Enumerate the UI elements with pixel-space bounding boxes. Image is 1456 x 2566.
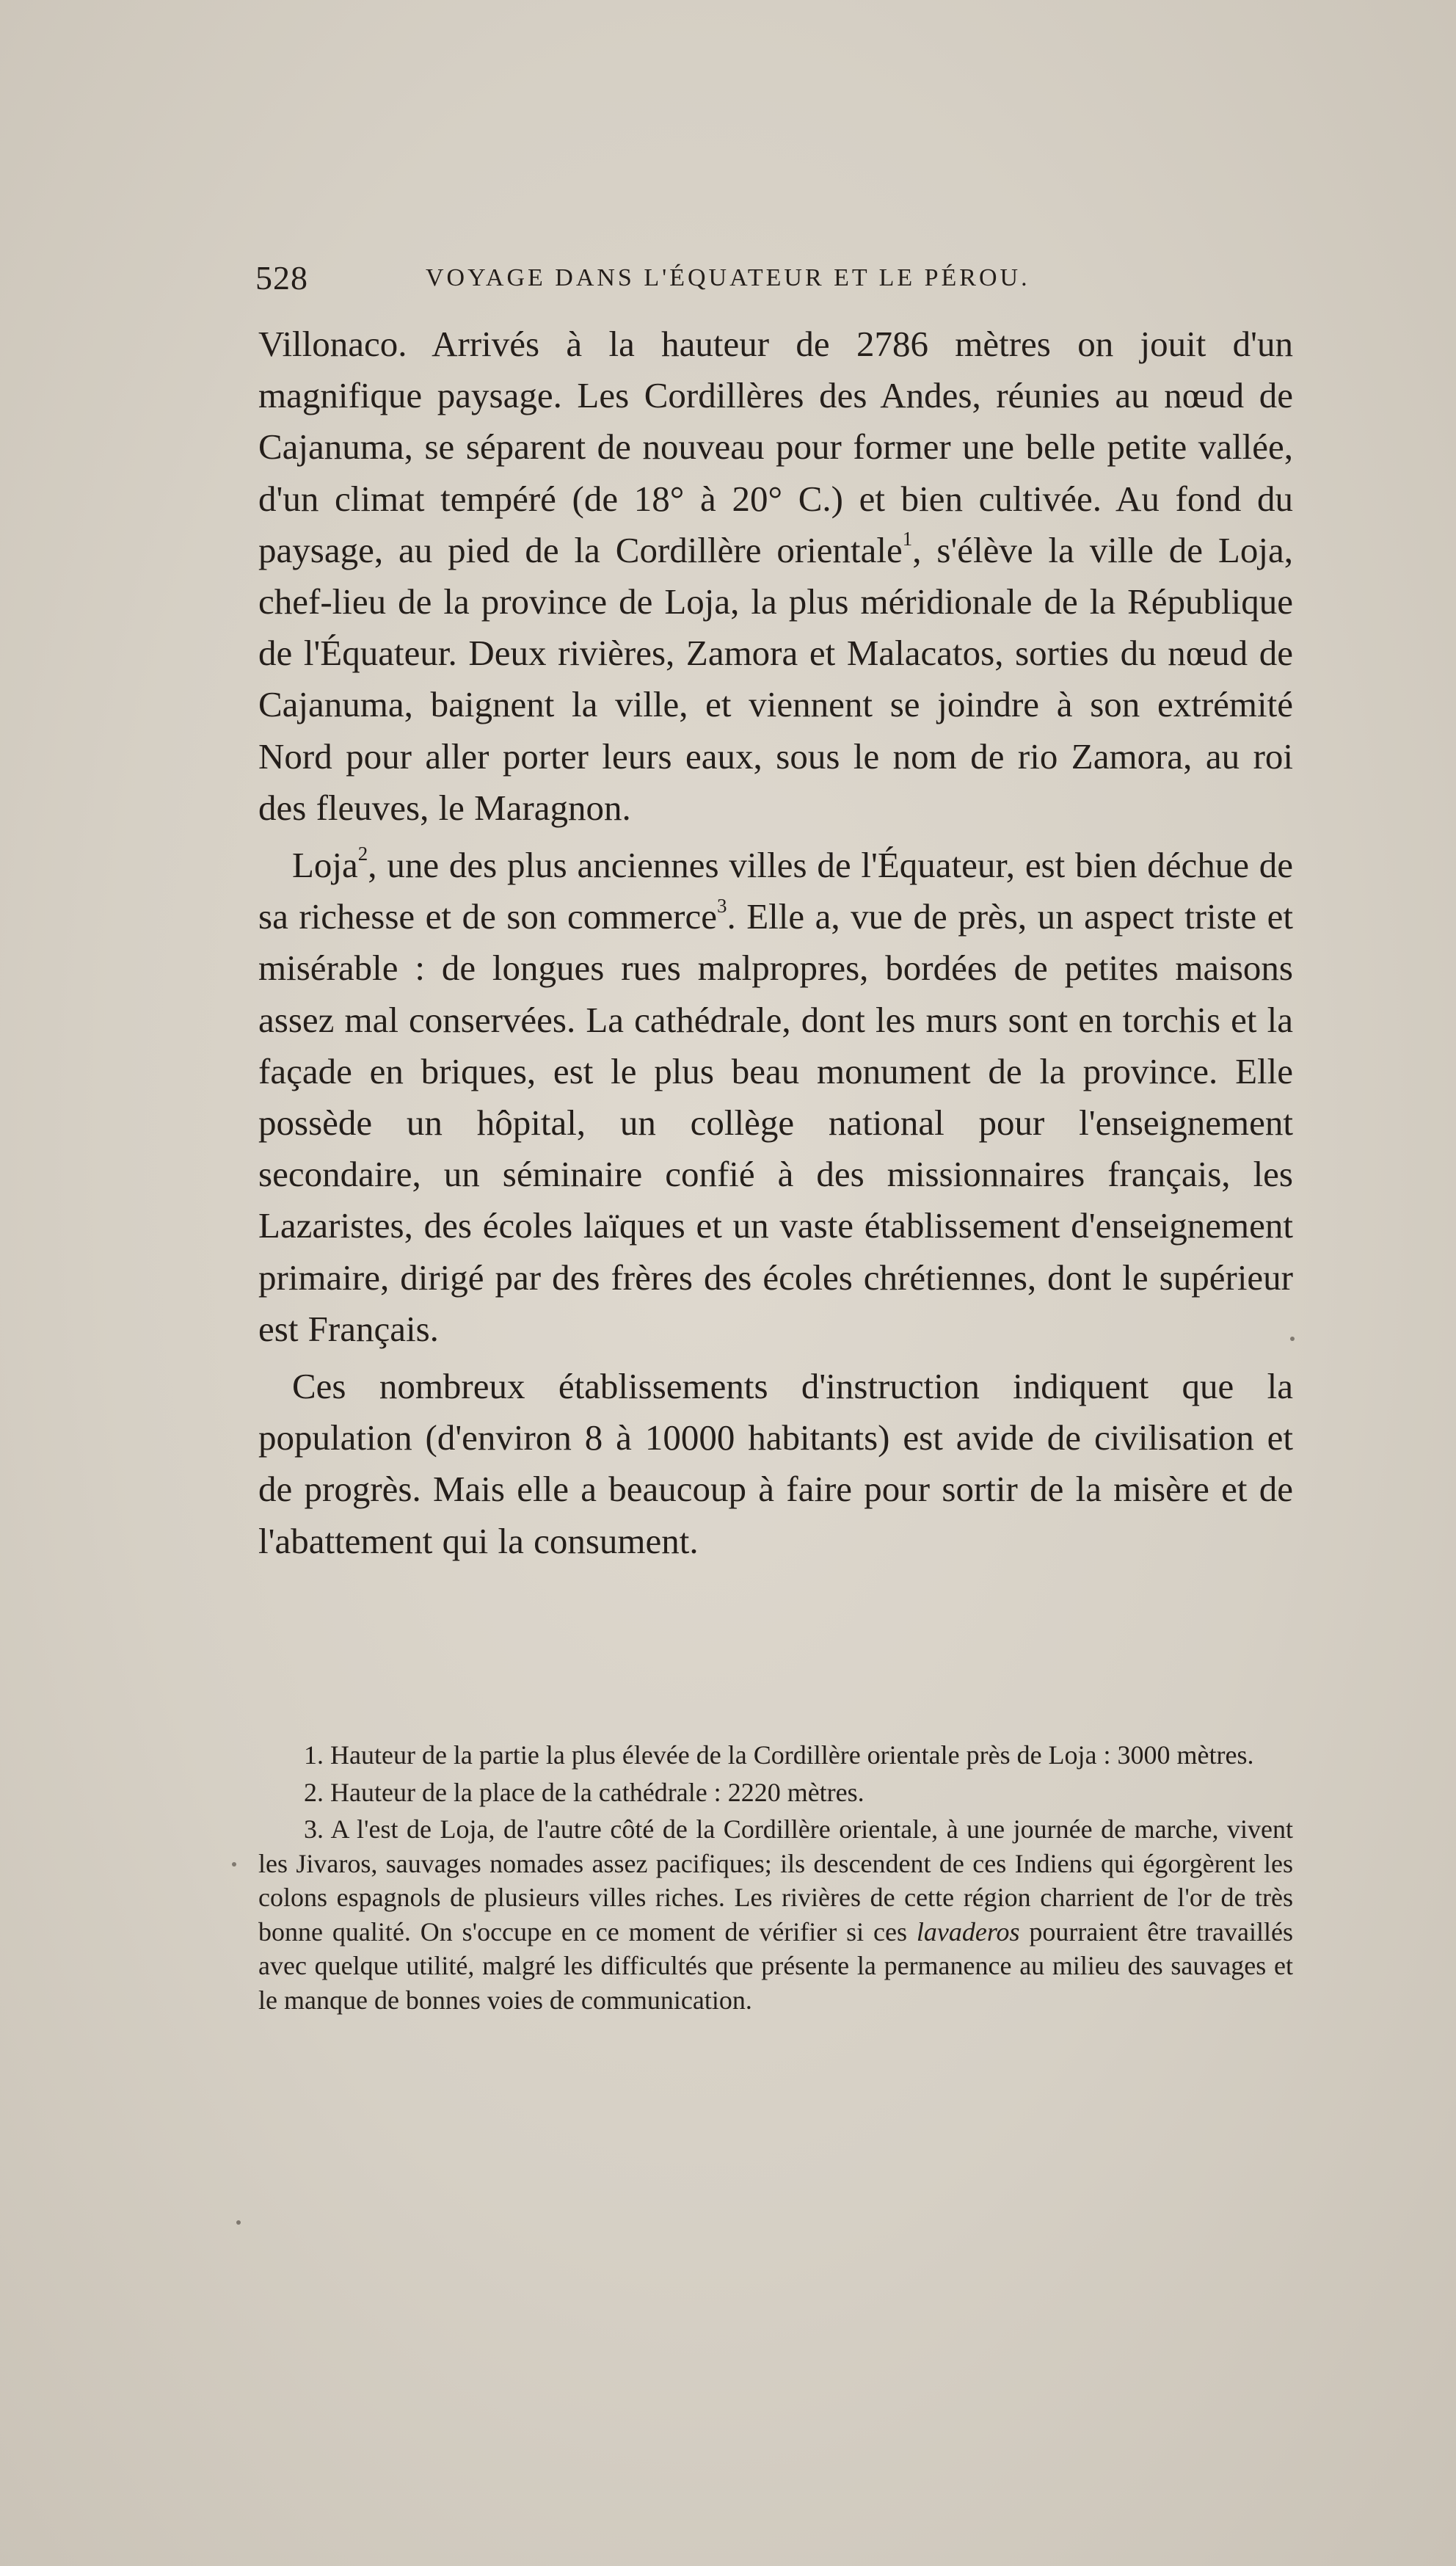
page-number: 528 <box>255 259 308 297</box>
paper-speck <box>236 2220 241 2225</box>
footnote-3-text-b: pourraient être travaillés avec quelque utilité, malgré les difficultés que présente la permanence au milieu des sauvages et le manque de bonnes voies de communication. <box>258 1916 1293 2015</box>
paragraph-1-text-b: , s'élève la ville de Loja, chef-lieu de la province de Loja, la plus méridionale de la République de l'Équateur. Deux rivières, Zamora et Malacatos, sorties du nœud de Cajanuma, baignent la ville, et viennent se joindre à son extrémité Nord pour aller porter leurs eaux, sous le nom de rio Zamora, au roi des fleuves, le Maragnon. <box>258 529 1293 828</box>
running-head: VOYAGE DANS L'ÉQUATEUR ET LE PÉROU. <box>426 264 1030 291</box>
footnote-ref-1: 1 <box>902 528 913 550</box>
paragraph-3: Ces nombreux établissements d'instruction indiquent que la population (d'environ 8 à 10000 habitants) est avide de civilisation et de progrès. Mais elle a beaucoup à faire pour sortir de la misère et de l'abattement qui la consument. <box>258 1366 1293 1561</box>
paper-speck <box>1290 1337 1295 1341</box>
footnote-ref-2: 2 <box>357 843 368 865</box>
paragraph-2-text-c: . Elle a, vue de près, un aspect triste et misérable : de longues rues malpropres, bordées de petites maisons assez mal conservées. La cathédrale, dont les murs sont en torchis et la façade en briques, est le plus beau monument de la province. Elle possède un hôpital, un collège national pour l'enseignement secondaire, un séminaire confié à des missionnaires français, les Lazaristes, des écoles laïques et un vaste établissement d'enseignement primaire, dirigé par des frères des écoles chrétiennes, dont le supérieur est Français. <box>258 896 1293 1349</box>
paragraph-1-text-a: Villonaco. Arrivés à la hauteur de 2786 mètres on jouit d'un magnifique paysage. Les Cordillères des Andes, réunies au nœud de Cajanuma, se séparent de nouveau pour former une belle petite vallée, d'un climat tempéré (de 18° à 20° C.) et bien cultivée. Au fond du paysage, au pied de la Cordillère orientale <box>258 324 1293 570</box>
paragraph-2 <box>258 840 1293 1355</box>
footnote-1: 1. Hauteur de la partie la plus élevée de la Cordillère orientale près de Loja : 3000 mètres. <box>304 1740 1254 1770</box>
page-header <box>255 258 1297 302</box>
paragraph-1 <box>258 319 1293 834</box>
paragraph-2-text-b: , une des plus anciennes villes de l'Équateur, est bien déchue de sa richesse et de son commerce <box>258 845 1293 937</box>
footnote-3-italic-term: lavaderos <box>916 1916 1020 1947</box>
paper-speck <box>232 1862 236 1867</box>
footnote-2: 2. Hauteur de la place de la cathédrale : 2220 mètres. <box>304 1777 864 1807</box>
paragraph-2-text-a: Loja <box>292 845 358 886</box>
main-text <box>258 319 1293 1567</box>
footnote-3-text-a: 3. A l'est de Loja, de l'autre côté de la Cordillère orientale, à une journée de marche, vivent les Jivaros, sauvages nomades assez pacifiques; ils descendent de ces Indiens qui égorgèrent les colons espagnols de plusieurs villes riches. Les rivières de cette région charrient de l'or de très bonne qualité. On s'occupe en ce moment de vérifier si ces <box>258 1814 1293 1947</box>
footnote-ref-3: 3 <box>716 894 727 917</box>
footnote-3 <box>258 1812 1293 2017</box>
footnotes <box>258 1738 1293 2017</box>
